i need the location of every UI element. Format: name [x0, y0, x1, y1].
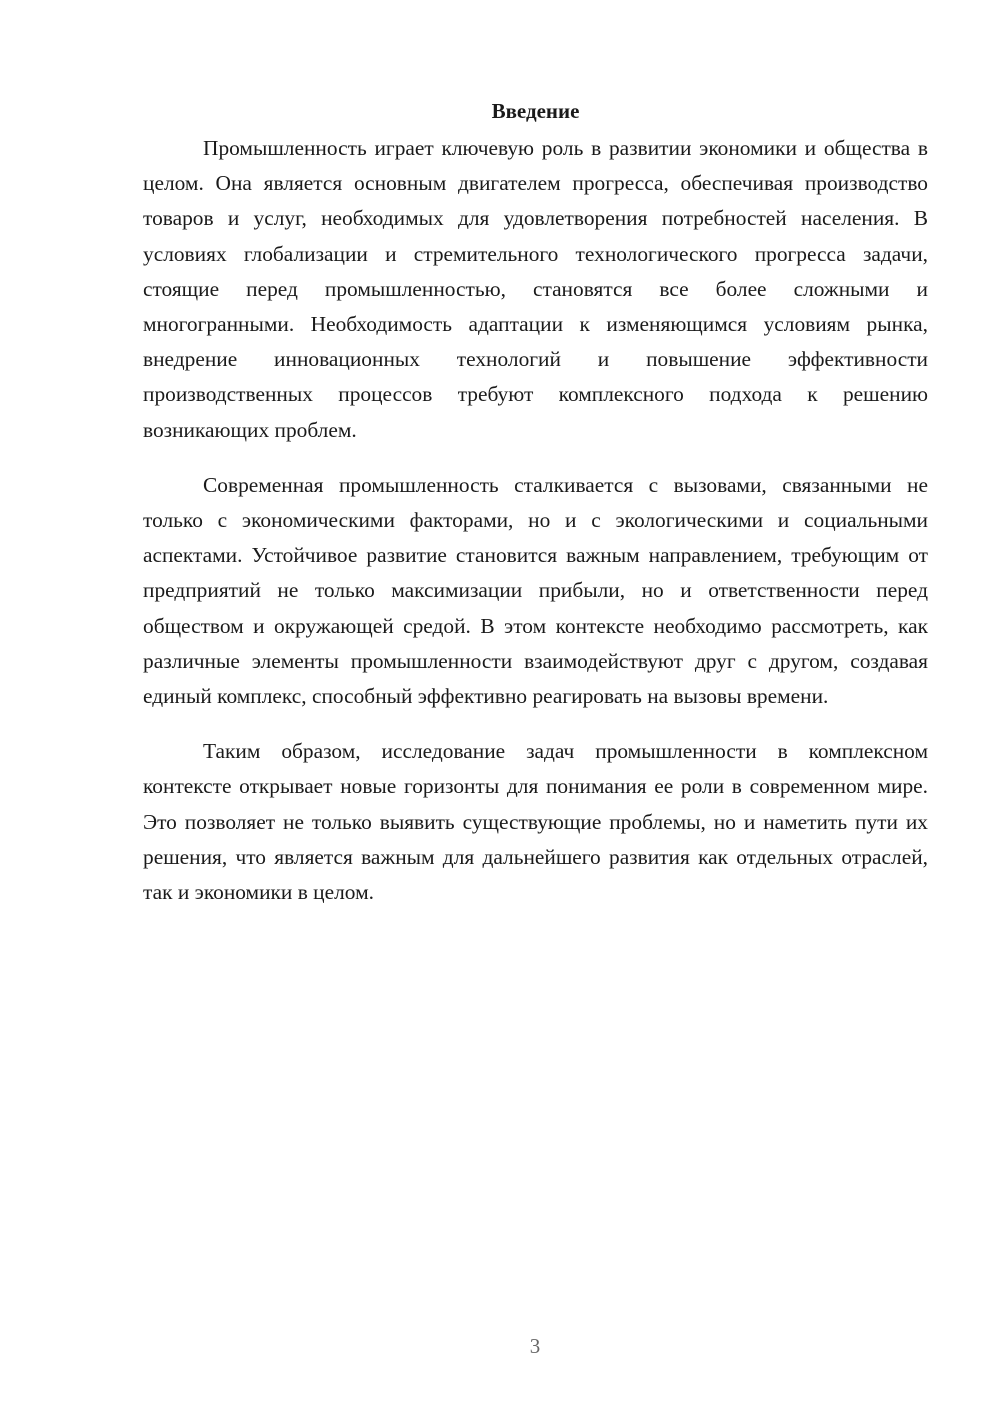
page-number: 3: [529, 1334, 541, 1358]
page-content: [143, 96, 928, 930]
paragraph-1: Промышленность играет ключевую роль в развитии экономики и общества в целом. Она является основным двигателем прогресса, обеспечивая производство товаров и услуг, необходимых для удовлетворения потребностей населения. В условиях глобализации и стремительного технологического прогресса задачи, стоящие перед промышленностью, становятся все более сложными и многогранными. Необходимость адаптации к изменяющимся условиям рынка, внедрение инновационных технологий и повышение эффективности производственных процессов требуют комплексного подхода к решению возникающих проблем.: [143, 136, 928, 442]
section-title: Введение: [491, 99, 580, 123]
paragraph-2: Современная промышленность сталкивается с вызовами, связанными не только с экономическими факторами, но и с экологическими и социальными аспектами. Устойчивое развитие становится важным направлением, требующим от предприятий не только максимизации прибыли, но и ответственности перед обществом и окружающей средой. В этом контексте необходимо рассмотреть, как различные элементы промышленности взаимодействуют друг с другом, создавая единый комплекс, способный эффективно реагировать на вызовы времени.: [143, 472, 928, 709]
paragraph-3: Таким образом, исследование задач промышленности в комплексном контексте открывает новые горизонты для понимания ее роли в современном мире. Это позволяет не только выявить существующие проблемы, но и наметить пути их решения, что является важным для дальнейшего развития как отдельных отраслей, так и экономики в целом.: [143, 739, 928, 905]
